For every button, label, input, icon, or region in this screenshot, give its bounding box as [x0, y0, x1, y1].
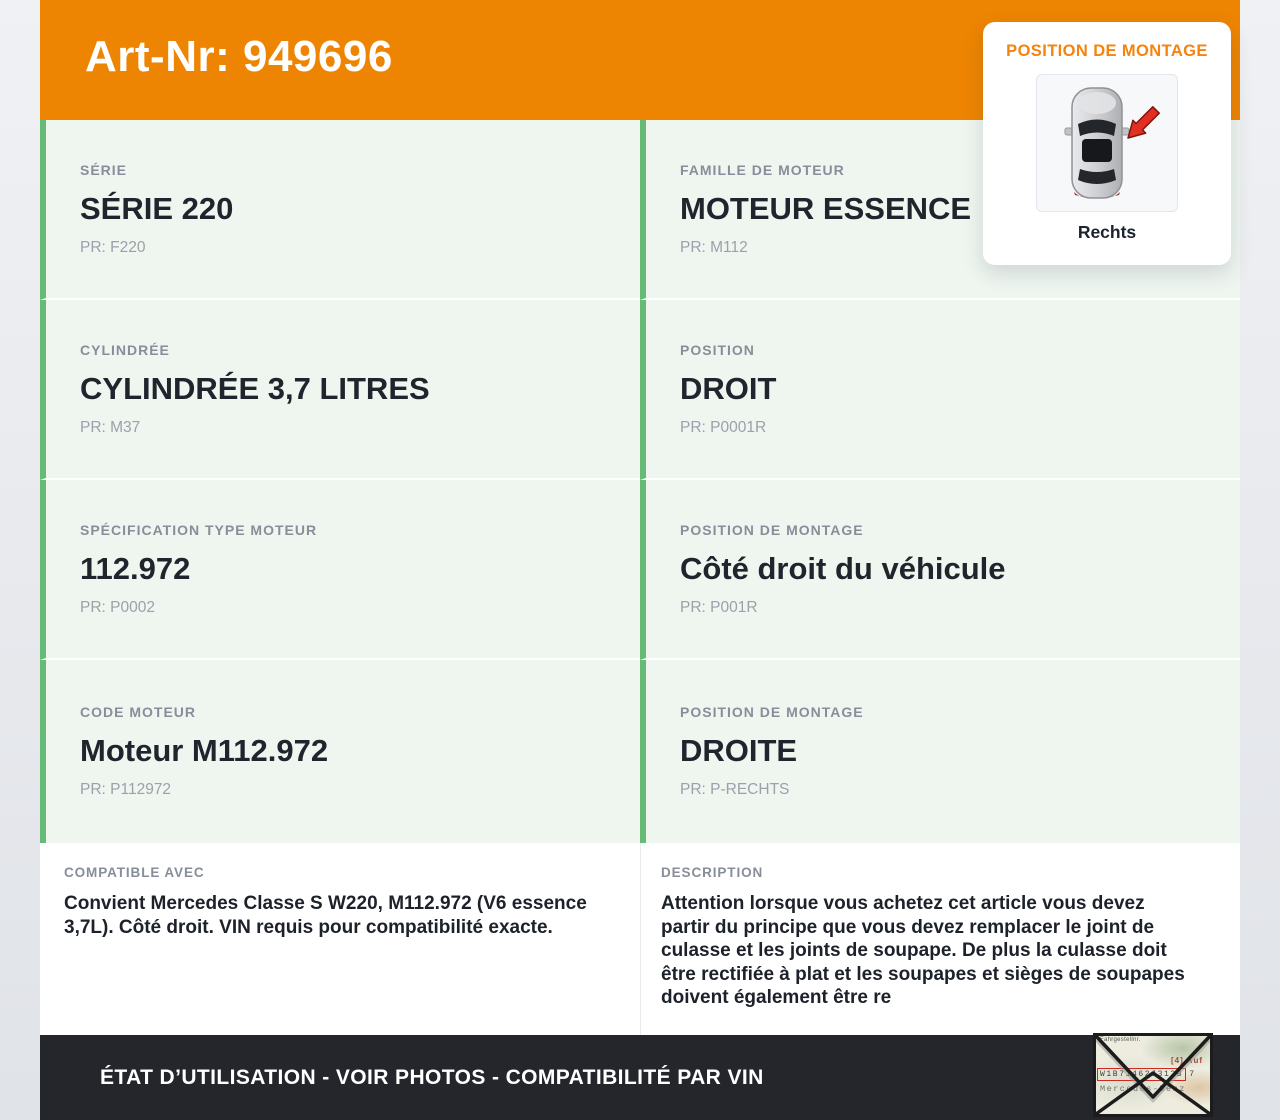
- spec-cell-cylindree: [40, 300, 640, 480]
- spec-pr-code: PR: P0001R: [680, 418, 767, 436]
- spec-pr-code: PR: P-RECHTS: [680, 781, 790, 799]
- spec-value: SÉRIE 220: [80, 190, 234, 226]
- spec-cell-position-montage-cote: [640, 480, 1240, 660]
- description-text: Attention lorsque vous achetez cet article vous devez partir du principe que vous devez remplacer le joint de culasse et les joints de soupape. De plus la culasse doit être rectifiée à plat et les soupapes et sièges de soupapes doivent également être re: [661, 893, 1185, 1009]
- spec-label: CODE MOTEUR: [80, 704, 196, 721]
- compatible-section: [40, 843, 640, 1035]
- spec-label: SPÉCIFICATION TYPE MOTEUR: [80, 521, 318, 538]
- footer-text: ÉTAT D’UTILISATION - VOIR PHOTOS - COMPATIBILITÉ PAR VIN: [100, 1065, 764, 1089]
- spec-cell-position-montage-droite: [640, 660, 1240, 843]
- spec-cell-type-moteur: [40, 480, 640, 660]
- spec-label: SÉRIE: [80, 161, 128, 178]
- position-card: [983, 22, 1231, 265]
- spec-label: POSITION DE MONTAGE: [680, 704, 864, 721]
- envelope-icon: [1093, 1033, 1213, 1117]
- car-image-frame: [1036, 74, 1178, 212]
- vin-doc-brand: Mercedes-Benz: [1100, 1084, 1186, 1094]
- spec-pr-code: PR: P0002: [80, 598, 155, 616]
- spec-value: DROITE: [680, 733, 798, 769]
- description-label: DESCRIPTION: [661, 865, 764, 880]
- spec-value: Moteur M112.972: [80, 733, 329, 769]
- position-card-caption: Rechts: [1077, 222, 1137, 242]
- spec-pr-code: PR: M37: [80, 418, 141, 436]
- listing-container: [40, 0, 1240, 1120]
- spec-value: DROIT: [680, 370, 777, 406]
- spec-pr-code: PR: F220: [80, 238, 146, 256]
- spec-cell-serie: [40, 120, 640, 300]
- spec-pr-code: PR: P112972: [80, 781, 172, 799]
- position-card-title: POSITION DE MONTAGE: [1006, 42, 1208, 60]
- vin-doc-header-label: Fahrgestellnr.: [1100, 1037, 1141, 1043]
- spec-value: Côté droit du véhicule: [680, 550, 1006, 586]
- spec-pr-code: PR: M112: [680, 238, 748, 256]
- vin-doc-field-ref: [4] Auf: [1170, 1056, 1203, 1065]
- compatible-label: COMPATIBLE AVEC: [64, 865, 205, 880]
- red-arrow-icon: [1128, 107, 1159, 138]
- spec-cell-position: [640, 300, 1240, 480]
- footer-bar: [40, 1035, 1240, 1120]
- description-section: [640, 843, 1240, 1035]
- spec-value: 112.972: [80, 550, 191, 586]
- spec-pr-code: PR: P001R: [680, 598, 758, 616]
- spec-cell-code-moteur: [40, 660, 640, 843]
- spec-value: MOTEUR ESSENCE: [680, 190, 972, 226]
- spec-label: POSITION: [680, 341, 755, 358]
- vin-document-image: [1093, 1033, 1213, 1117]
- info-row: [40, 843, 1240, 1035]
- spec-value: CYLINDRÉE 3,7 LITRES: [80, 370, 430, 406]
- compatible-text: Convient Mercedes Classe S W220, M112.972 (V6 essence 3,7L). Côté droit. VIN requis pour compatibilité exacte.: [64, 893, 587, 938]
- article-number-title: Art-Nr: 949696: [85, 32, 393, 81]
- spec-label: CYLINDRÉE: [80, 341, 170, 358]
- vin-highlight-box: W1B71462J312B: [1097, 1068, 1186, 1081]
- spec-label: POSITION DE MONTAGE: [680, 521, 864, 538]
- vin-suffix: 7: [1189, 1070, 1195, 1079]
- spec-label: FAMILLE DE MOTEUR: [680, 161, 845, 178]
- car-top-view-icon: [1052, 84, 1162, 202]
